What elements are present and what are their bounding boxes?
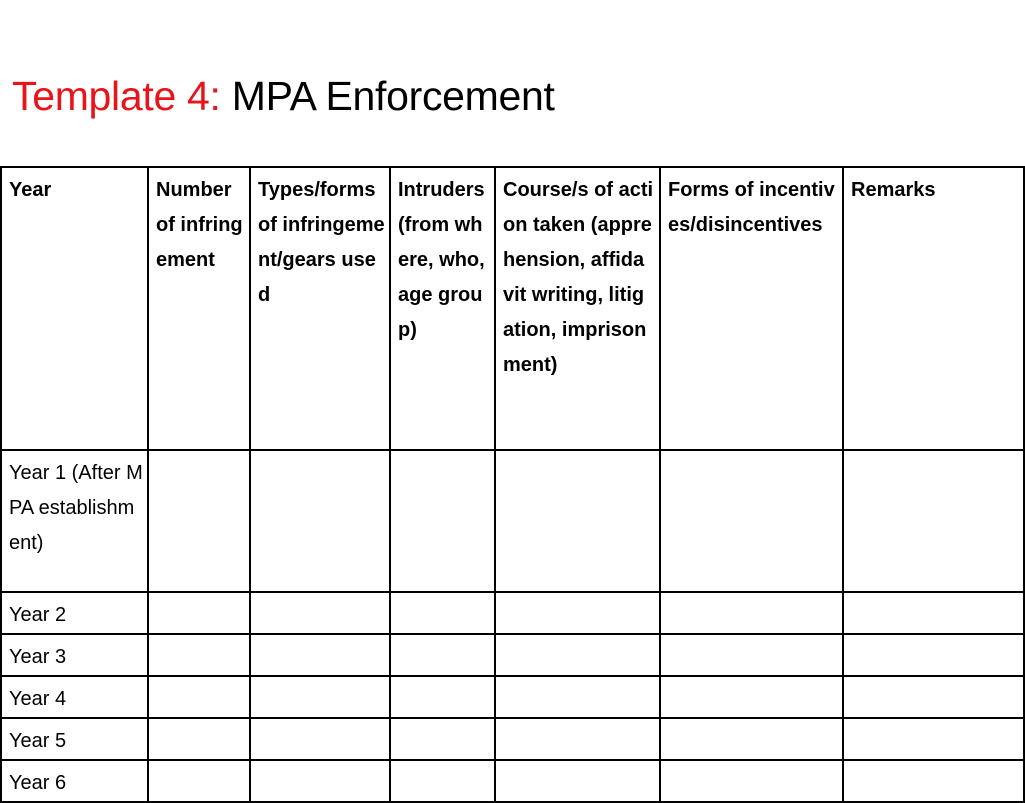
header-cell-remarks: Remarks [843, 167, 1024, 450]
title-main: MPA Enforcement [231, 73, 555, 119]
table-row [1, 634, 1024, 676]
table-cell[interactable] [390, 592, 495, 634]
table-cell[interactable] [390, 634, 495, 676]
table-cell[interactable] [843, 450, 1024, 592]
header-cell-year: Year [1, 167, 148, 450]
row-label-year-4: Year 4 [1, 676, 148, 718]
table-row [1, 450, 1024, 592]
table-cell[interactable] [148, 760, 250, 802]
header-cell-intruders: Intruders (from where, who, age group) [390, 167, 495, 450]
table-row [1, 760, 1024, 802]
table-header-row [1, 167, 1024, 450]
header-cell-incentives: Forms of incentives/disincentives [660, 167, 843, 450]
table-cell[interactable] [843, 760, 1024, 802]
enforcement-table [0, 166, 1025, 803]
row-label-year-2: Year 2 [1, 592, 148, 634]
table-row [1, 676, 1024, 718]
table-cell[interactable] [495, 718, 660, 760]
table-cell[interactable] [250, 718, 390, 760]
table-cell[interactable] [148, 450, 250, 592]
table-row [1, 592, 1024, 634]
table-cell[interactable] [250, 592, 390, 634]
table-cell[interactable] [495, 760, 660, 802]
header-cell-course-of-action: Course/s of action taken (apprehension, affidavit writing, litigation, imprisonment) [495, 167, 660, 450]
table-cell[interactable] [250, 760, 390, 802]
table-cell[interactable] [843, 634, 1024, 676]
table-cell[interactable] [495, 676, 660, 718]
table-cell[interactable] [660, 760, 843, 802]
table-cell[interactable] [495, 592, 660, 634]
table-cell[interactable] [148, 718, 250, 760]
table-cell[interactable] [250, 676, 390, 718]
row-label-year-1: Year 1 (After MPA establishment) [1, 450, 148, 592]
table-cell[interactable] [495, 450, 660, 592]
table-cell[interactable] [390, 450, 495, 592]
table-cell[interactable] [250, 450, 390, 592]
table-cell[interactable] [148, 634, 250, 676]
table-cell[interactable] [660, 592, 843, 634]
table-cell[interactable] [843, 718, 1024, 760]
table-cell[interactable] [148, 676, 250, 718]
table-cell[interactable] [390, 676, 495, 718]
table-cell[interactable] [843, 676, 1024, 718]
table-cell[interactable] [390, 760, 495, 802]
table-cell[interactable] [495, 634, 660, 676]
table-cell[interactable] [660, 676, 843, 718]
table-cell[interactable] [148, 592, 250, 634]
table-cell[interactable] [843, 592, 1024, 634]
header-cell-types-forms: Types/forms of infringement/gears used [250, 167, 390, 450]
table-row [1, 718, 1024, 760]
table-cell[interactable] [250, 634, 390, 676]
row-label-year-6: Year 6 [1, 760, 148, 802]
table-cell[interactable] [660, 634, 843, 676]
table-cell[interactable] [390, 718, 495, 760]
row-label-year-3: Year 3 [1, 634, 148, 676]
table-cell[interactable] [660, 718, 843, 760]
table-cell[interactable] [660, 450, 843, 592]
row-label-year-5: Year 5 [1, 718, 148, 760]
title-prefix: Template 4: [12, 73, 221, 119]
header-cell-number-of-infringement: Number of infringement [148, 167, 250, 450]
page-title [12, 70, 555, 122]
